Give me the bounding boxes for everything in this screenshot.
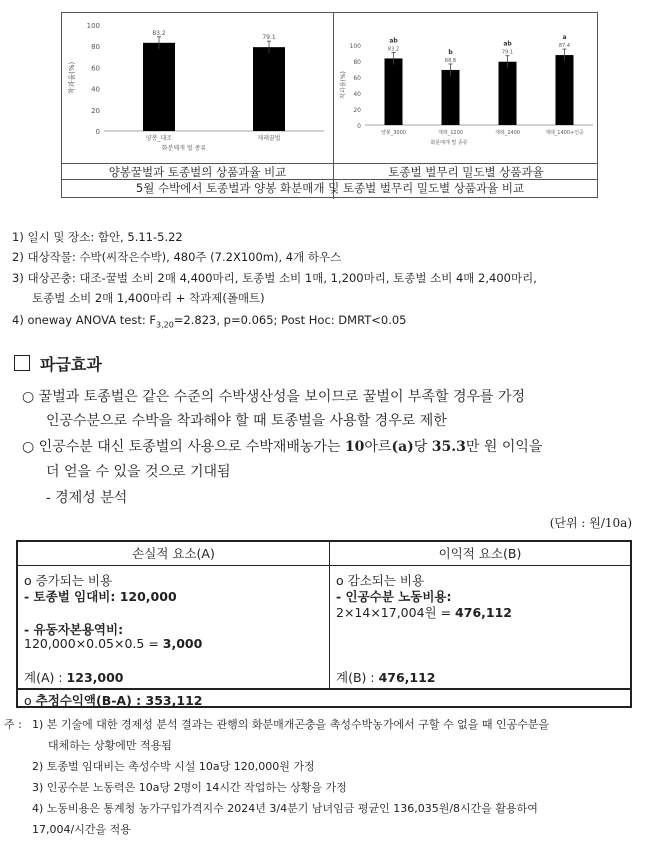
labor-cost-label: - 인공수분 노동비용: (336, 589, 452, 604)
bullet-2-cont: 더 얻을 수 있을 것으로 기대됨 (46, 464, 231, 480)
x-tick-label: 제래꿀벌 (257, 135, 281, 142)
y-tick-label: 20 (91, 106, 100, 115)
caption-left: 양봉꿀벌과 토종벌의 상품과율 비교 (108, 165, 287, 179)
x-axis-title: 화분매개 벌 종류 (430, 140, 468, 146)
bullet-2-bold-amount: 35.3 (431, 439, 466, 455)
table-divider (329, 542, 330, 688)
footnote-4-subscript: 3,20 (155, 320, 174, 330)
bar (556, 55, 574, 125)
header-right: 이익적 요소(B) (438, 546, 522, 561)
total-b (336, 668, 436, 686)
total-b-value: 476,112 (378, 670, 436, 685)
note-4-cont: 17,004/시간을 적용 (32, 823, 131, 836)
footnote-4 (12, 313, 407, 329)
y-tick-label: 0 (95, 128, 100, 136)
data-label: 79.1 (501, 49, 514, 56)
profit-value: 353,112 (145, 693, 203, 708)
note-3: 3) 인공수분 노동력은 10a당 2명이 14시간 작업하는 상황을 가정 (32, 781, 347, 794)
footnote-2: 2) 대상작물: 수박(씨작은수박), 480주 (7.2X100m), 4개 하우스 (12, 250, 342, 264)
y-tick-label: 100 (86, 22, 100, 30)
header-left: 손실적 요소(A) (132, 546, 215, 561)
unit-label: (단위 : 원/10a) (549, 516, 632, 530)
bullet-3: - 경제성 분석 (46, 490, 128, 506)
labor-formula-value: 476,112 (455, 605, 512, 620)
table-divider (18, 565, 630, 566)
data-label: 87.4 (558, 43, 571, 50)
total-a-value: 123,000 (66, 670, 124, 685)
total-b-label: 계(B) : (336, 670, 379, 685)
left-bar-chart (64, 15, 330, 161)
table-divider (18, 688, 630, 690)
bullet-2 (22, 436, 542, 456)
y-tick-label: 40 (353, 91, 361, 98)
bar (143, 43, 175, 131)
footnote-4-text: 4) oneway ANOVA test: F (12, 313, 156, 327)
capital-cost-formula (24, 636, 202, 651)
y-tick-label: 20 (353, 107, 361, 114)
bar (499, 62, 517, 125)
x-tick-label: 재래_1400+인공 (545, 130, 584, 136)
section-title (14, 352, 102, 375)
x-tick-label: 재래_2400 (495, 130, 520, 136)
bullet-2-bold-number: 10 (344, 439, 365, 455)
y-axis-title: 착과율(%) (68, 61, 76, 95)
data-label: 83.2 (387, 46, 400, 53)
y-tick-label: 60 (91, 64, 100, 73)
caption-full: 5월 수박에서 토종벌과 양봉 화분매개 및 토종벌 벌무리 밀도별 상품과율 비교 (135, 181, 525, 195)
caption-right: 토종벌 벌무리 밀도별 상품과율 (388, 165, 544, 179)
x-tick-label: 양봉_대조 (145, 135, 173, 142)
bullet-1-cont: 인공수분으로 수박을 착과해야 할 때 토종벌을 사용할 경우로 제한 (46, 413, 447, 429)
total-a (24, 668, 123, 686)
footnote-1: 1) 일시 및 장소: 함안, 5.11-5.22 (12, 230, 183, 244)
y-tick-label: 80 (91, 43, 100, 52)
y-tick-label: 0 (357, 123, 361, 130)
capital-cost-label: - 유동자본용역비: (24, 622, 124, 637)
y-tick-label: 100 (349, 43, 361, 50)
x-axis-title: 화분매개 벌 종류 (161, 145, 207, 152)
y-axis-title: 착과율(%) (340, 71, 347, 99)
capital-formula-value: 3,000 (162, 636, 203, 651)
y-tick-label: 80 (353, 59, 361, 66)
y-tick-label: 40 (91, 85, 100, 94)
note-1: 1) 본 기술에 대한 경제성 분석 결과는 관행의 화분매개곤충을 촉성수박농가에서 구할 수 없을 때 인공수분을 (32, 718, 550, 731)
decrease-cost-label: o 감소되는 비용 (336, 573, 425, 588)
y-tick-label: 60 (353, 75, 361, 82)
bullet-2-text-end: 만 원 이익을 (465, 439, 543, 455)
footnote-3-cont: 토종벌 소비 2매 1,400마리 + 착과제(폴매트) (32, 291, 265, 305)
rent-cost-label: - 토종벌 임대비: (24, 589, 120, 604)
economic-analysis-table (16, 540, 632, 708)
bullet-2-text: ○ 인공수분 대신 토종벌의 사용으로 수박재배농가는 (22, 439, 345, 455)
data-label: 79.1 (262, 34, 276, 42)
profit-label: 추정수익액(B-A) : (35, 693, 146, 708)
note-1-cont: 대체하는 상황에만 적용됨 (48, 739, 172, 752)
increase-cost-label: o 증가되는 비용 (24, 573, 113, 588)
bullet-1: ○ 꿀벌과 토종벌은 같은 수준의 수박생산성을 보이므로 꿀벌이 부족할 경우를 가정 (22, 389, 526, 405)
right-bar-chart (337, 15, 595, 161)
section-title-text: 파급효과 (40, 355, 102, 374)
bullet-2-bold-unit: (a) (391, 439, 414, 455)
footnote-4-text-rest: =2.823, p=0.065; Post Hoc: DMRT<0.05 (173, 313, 407, 327)
x-tick-label: 재래_1200 (438, 130, 463, 136)
total-a-label: 계(A) : (24, 670, 67, 685)
footnote-3: 3) 대상곤충: 대조-꿀벌 소비 2매 4,400마리, 토종벌 소비 1매, 1,200마리, 토종벌 소비 4매 2,400마리, (12, 271, 537, 285)
rent-cost-value: 120,000 (119, 589, 177, 604)
labor-cost-formula (336, 603, 512, 621)
data-label: 68.8 (444, 57, 457, 64)
bullet-2-dang: 당 (413, 439, 432, 455)
significance-letter: ab (389, 37, 398, 45)
significance-letter: ab (503, 40, 512, 48)
data-label: 83.2 (152, 29, 166, 37)
estimated-profit (24, 691, 202, 709)
bar (442, 70, 460, 125)
x-tick-label: 양봉_3000 (381, 130, 406, 136)
notes-head: 주 : (4, 718, 22, 731)
profit-bullet: o (24, 693, 36, 708)
figure-table (61, 12, 598, 198)
significance-letter: b (448, 48, 453, 56)
bullet-2-unit: 아르 (364, 439, 392, 455)
bar (253, 47, 285, 131)
checkbox-square-icon (14, 355, 30, 371)
note-2: 2) 토종벌 임대비는 촉성수박 시설 10a당 120,000원 가정 (32, 760, 315, 773)
significance-letter: a (562, 34, 567, 42)
labor-formula-text: 2×14×17,004원 = (336, 605, 456, 620)
capital-formula-text: 120,000×0.05×0.5 = (24, 636, 163, 651)
rent-cost (24, 587, 177, 605)
bar (385, 58, 403, 125)
note-4: 4) 노동비용은 통계청 농가구입가격지수 2024년 3/4분기 남녀임금 평균인 136,035원/8시간을 활용하여 (32, 802, 538, 815)
